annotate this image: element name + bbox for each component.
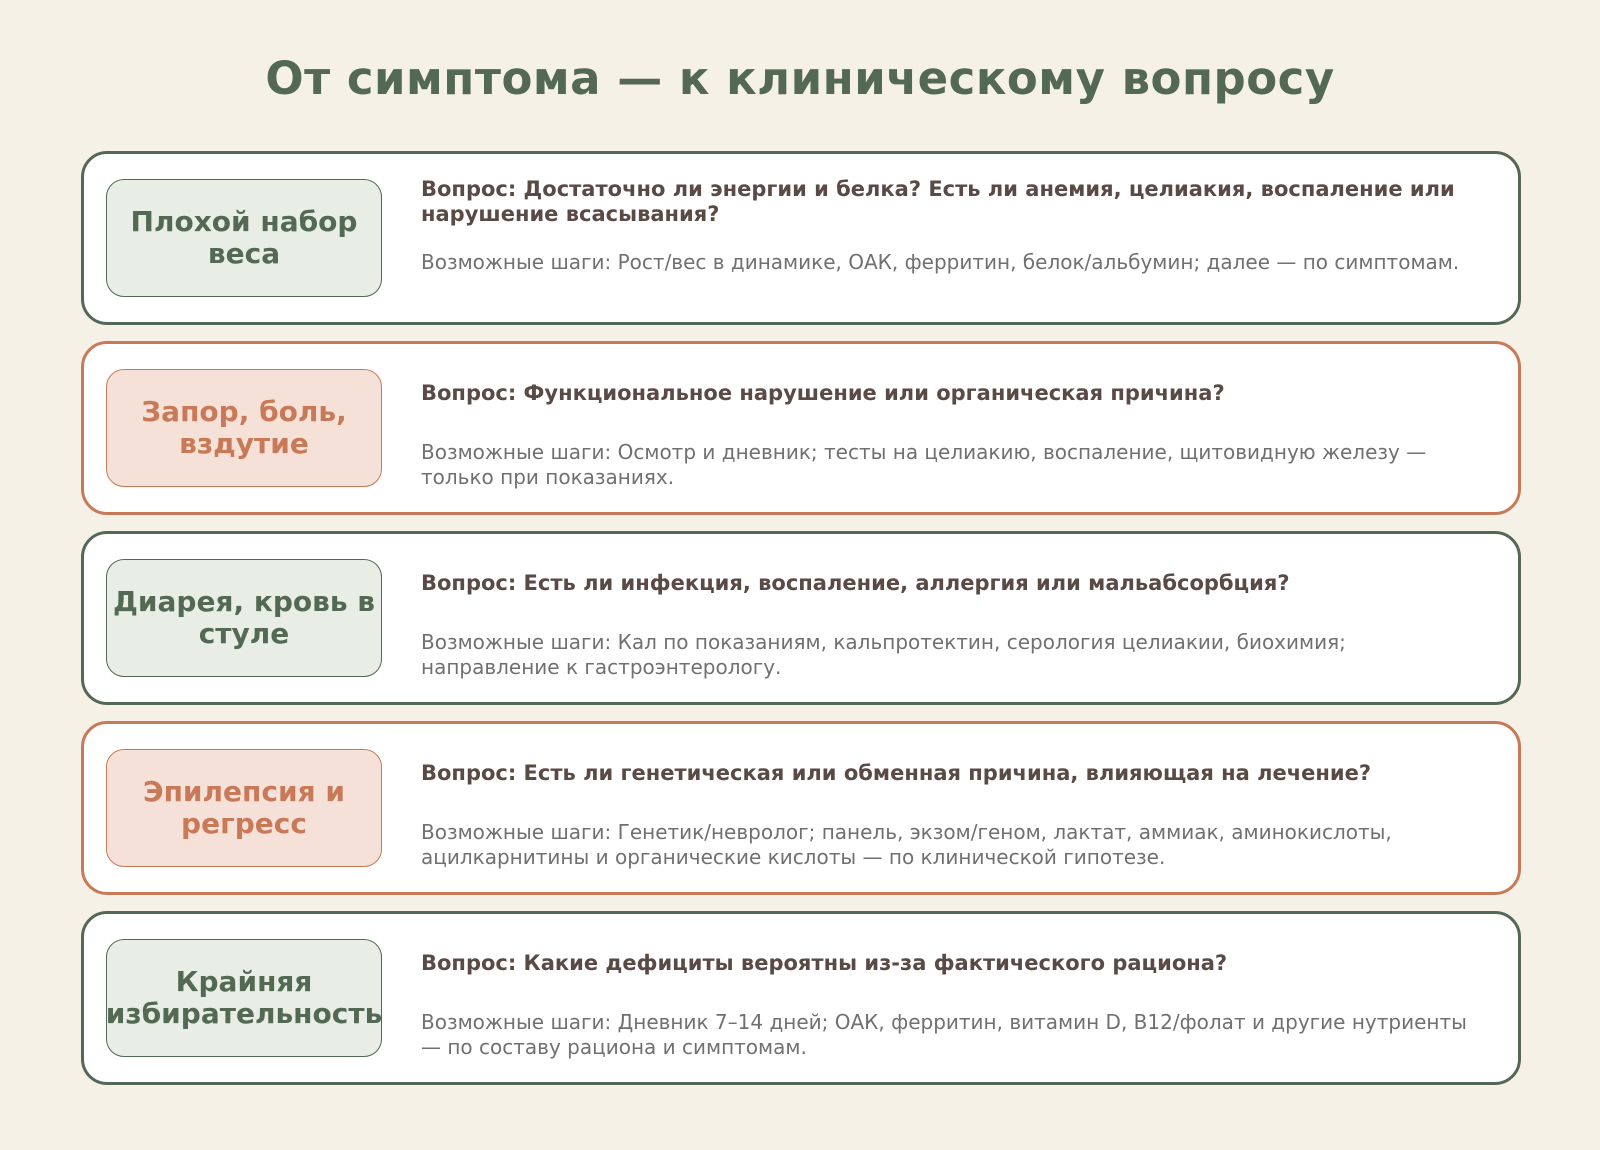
clinical-question: Вопрос: Достаточно ли энергии и белка? Есть ли анемия, целиакия, воспаление или нарушение всасывания?: [421, 177, 1455, 226]
symptom-card-weight-gain: [81, 151, 1521, 325]
symptom-cards-list: [81, 151, 1521, 1101]
symptom-box: [106, 369, 382, 487]
clinical-question: Вопрос: Какие дефициты вероятны из-за фактического рациона?: [421, 951, 1228, 975]
symptom-label: Запор, боль, вздутие: [141, 395, 347, 460]
possible-steps: Возможные шаги: Кал по показаниям, кальпротектин, серология целиакии, биохимия; направление к гастроэнтерологу.: [421, 630, 1346, 679]
symptom-card-constipation: [81, 341, 1521, 515]
clinical-question: Вопрос: Функциональное нарушение или органическая причина?: [421, 381, 1225, 405]
symptom-card-picky-eating: [81, 911, 1521, 1085]
symptom-box: [106, 179, 382, 297]
symptom-box: [106, 749, 382, 867]
clinical-question: Вопрос: Есть ли генетическая или обменная причина, влияющая на лечение?: [421, 761, 1372, 785]
possible-steps: Возможные шаги: Дневник 7–14 дней; ОАК, ферритин, витамин D, B12/фолат и другие нутриенты — по составу рациона и симптомам.: [421, 1010, 1467, 1059]
clinical-question: Вопрос: Есть ли инфекция, воспаление, аллергия или мальабсорбция?: [421, 571, 1290, 595]
possible-steps: Возможные шаги: Генетик/невролог; панель, экзом/геном, лактат, аммиак, аминокислоты, ацилкарнитины и органические кислоты — по клинической гипотезе.: [421, 820, 1392, 869]
possible-steps: Возможные шаги: Рост/вес в динамике, ОАК, ферритин, белок/альбумин; далее — по симптомам.: [421, 250, 1460, 274]
symptom-card-diarrhea: [81, 531, 1521, 705]
symptom-box: [106, 559, 382, 677]
symptom-label: Эпилепсия и регресс: [143, 775, 345, 840]
possible-steps: Возможные шаги: Осмотр и дневник; тесты на целиакию, воспаление, щитовидную железу — только при показаниях.: [421, 440, 1427, 489]
symptom-label: Диарея, кровь в стуле: [112, 585, 376, 650]
symptom-card-epilepsy: [81, 721, 1521, 895]
symptom-label: Плохой набор веса: [130, 205, 358, 270]
symptom-label: Крайняя избирательность: [105, 965, 383, 1030]
symptom-box: [106, 939, 382, 1057]
page-title: От симптома — к клиническому вопросу: [265, 52, 1335, 105]
